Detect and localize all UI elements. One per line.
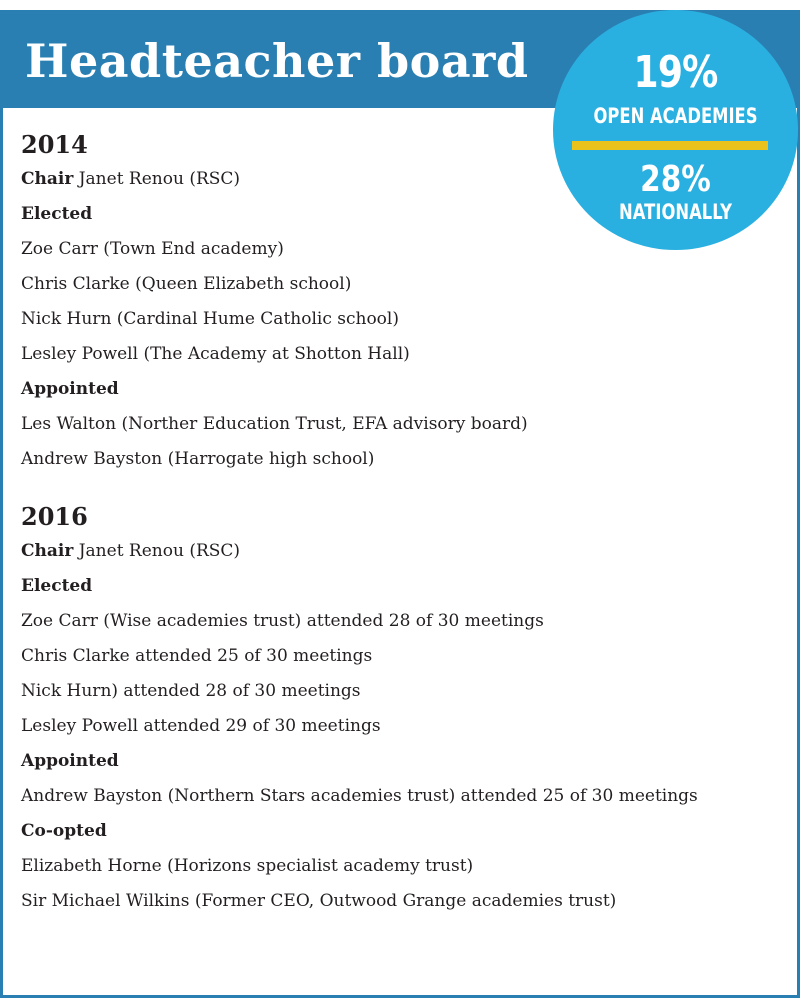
board-content (21, 128, 791, 919)
year-heading: 2014 (21, 130, 88, 159)
member-item: Nick Hurn (Cardinal Hume Catholic school) (21, 309, 399, 329)
member-item: Andrew Bayston (Harrogate high school) (21, 449, 375, 469)
chair-label: Chair (21, 169, 74, 189)
appointed-label: Appointed (21, 751, 119, 771)
member-item: Zoe Carr (Wise academies trust) attended 28 of 30 meetings (21, 611, 544, 631)
section-2016 (21, 500, 791, 919)
member-item: Sir Michael Wilkins (Former CEO, Outwood Grange academies trust) (21, 891, 617, 911)
member-item: Lesley Powell attended 29 of 30 meetings (21, 716, 381, 736)
member-item: Nick Hurn) attended 28 of 30 meetings (21, 681, 361, 701)
chair-line (21, 162, 791, 197)
appointed-heading (21, 744, 791, 779)
national-percent: 28% (640, 159, 711, 200)
appointed-heading (21, 372, 791, 407)
chair-line (21, 534, 791, 569)
open-academies-percent: 19% (633, 47, 718, 98)
page-title: Headteacher board (25, 34, 529, 88)
coopted-heading (21, 814, 791, 849)
appointed-label: Appointed (21, 379, 119, 399)
elected-label: Elected (21, 204, 93, 224)
year-heading: 2016 (21, 502, 88, 531)
coopted-label: Co-opted (21, 821, 107, 841)
chair-name: Janet Renou (RSC) (78, 169, 241, 189)
chair-name: Janet Renou (RSC) (78, 541, 241, 561)
member-item: Les Walton (Norther Education Trust, EFA advisory board) (21, 414, 528, 434)
member-item: Elizabeth Horne (Horizons specialist academy trust) (21, 856, 474, 876)
member-item: Andrew Bayston (Northern Stars academies trust) attended 25 of 30 meetings (21, 786, 698, 806)
open-academies-label: OPEN ACADEMIES (593, 104, 758, 128)
elected-heading (21, 197, 791, 232)
elected-heading (21, 569, 791, 604)
section-2014 (21, 128, 791, 477)
elected-label: Elected (21, 576, 93, 596)
member-item: Chris Clarke (Queen Elizabeth school) (21, 274, 352, 294)
member-item: Lesley Powell (The Academy at Shotton Hall) (21, 344, 410, 364)
national-label: NATIONALLY (619, 200, 732, 224)
chair-label: Chair (21, 541, 74, 561)
member-item: Zoe Carr (Town End academy) (21, 239, 284, 259)
member-item: Chris Clarke attended 25 of 30 meetings (21, 646, 373, 666)
